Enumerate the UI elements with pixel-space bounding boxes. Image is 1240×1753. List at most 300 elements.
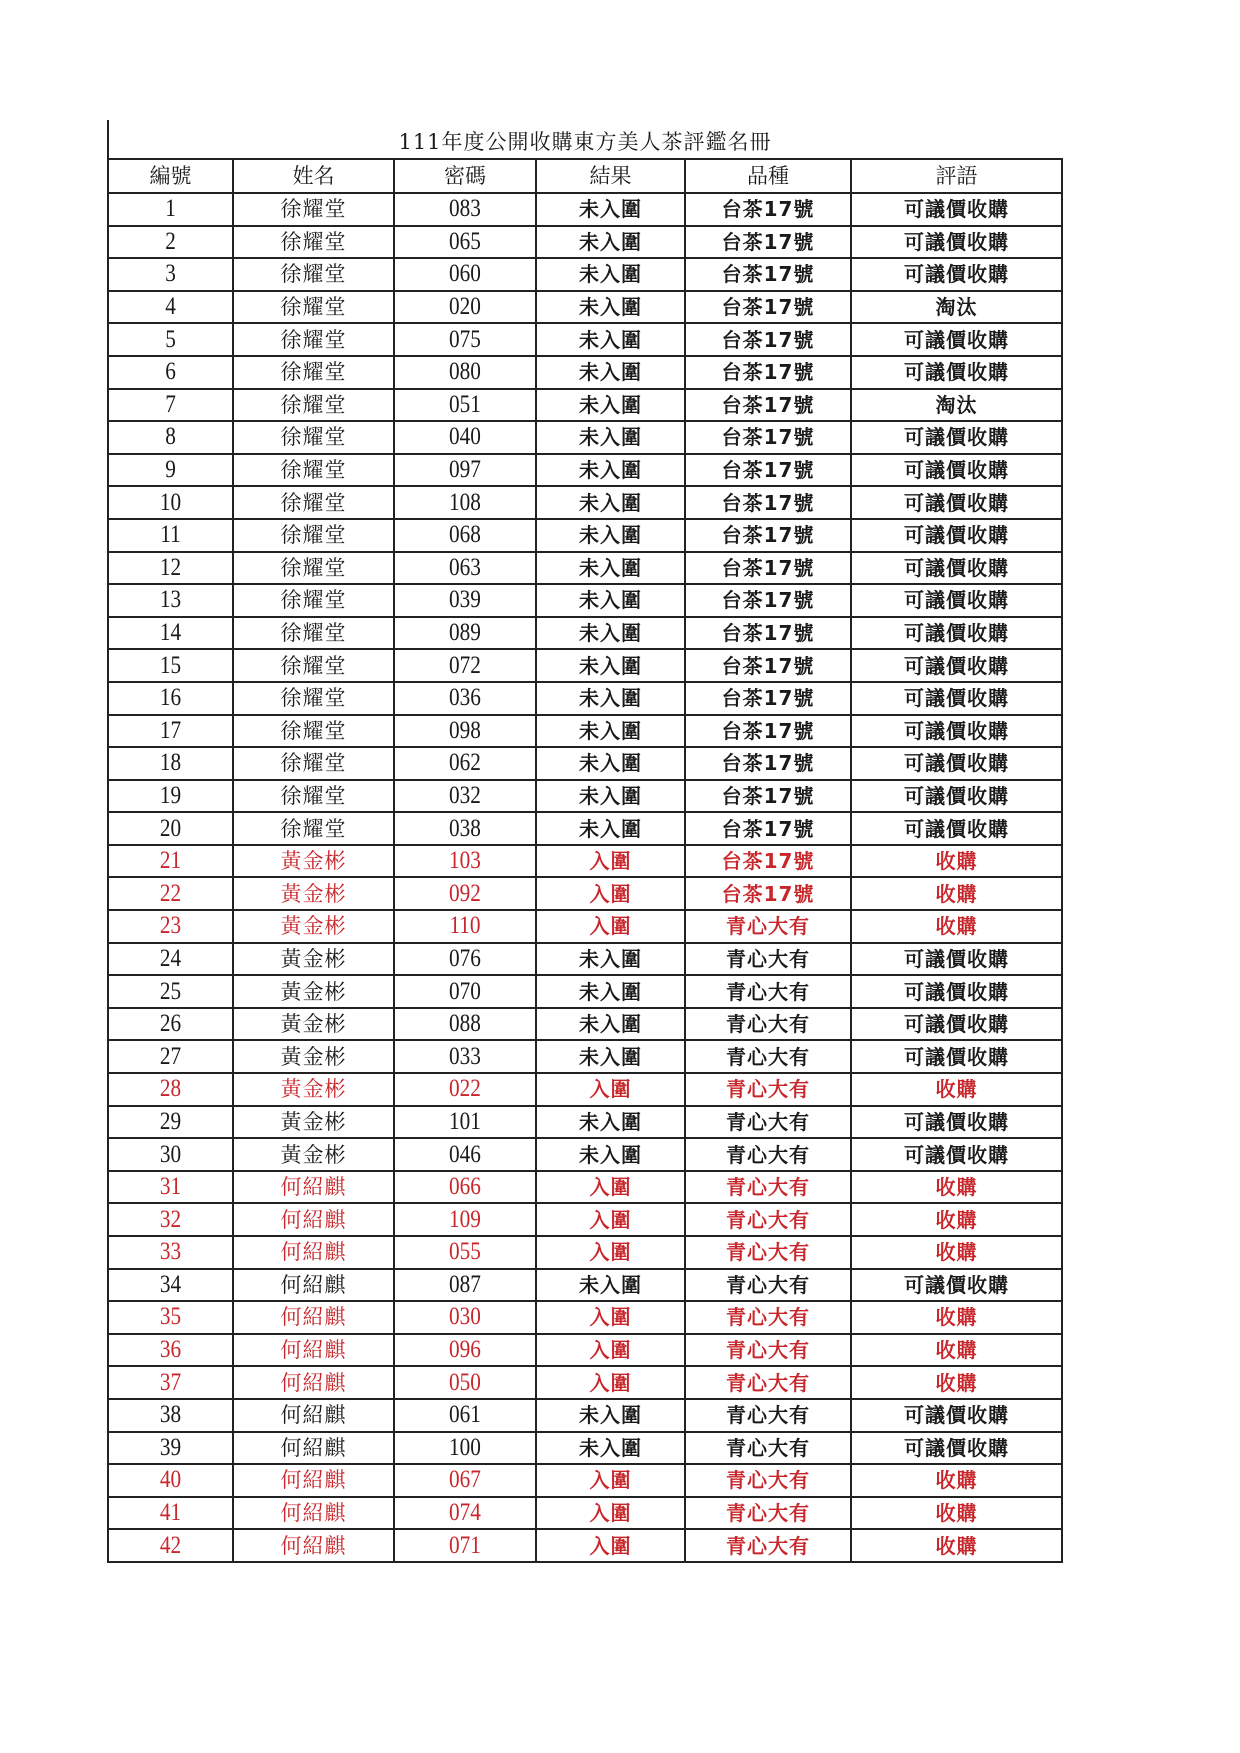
cell-name: 黃金彬 xyxy=(233,1138,394,1171)
cell-number: 21 xyxy=(117,845,223,878)
table-row xyxy=(108,1138,1062,1171)
cell-comment: 可議價收購 xyxy=(851,1138,1062,1171)
cell-number: 23 xyxy=(117,910,223,943)
cell-code: 088 xyxy=(405,1008,526,1041)
cell-name: 徐耀堂 xyxy=(233,649,394,682)
cell-variety: 青心大有 xyxy=(685,1171,851,1204)
cell-variety: 台茶17號 xyxy=(685,454,851,487)
cell-code: 068 xyxy=(405,519,526,552)
cell-name: 徐耀堂 xyxy=(233,715,394,748)
cell-name: 何紹麒 xyxy=(233,1497,394,1530)
table-row xyxy=(108,389,1062,422)
cell-code: 087 xyxy=(405,1269,526,1302)
cell-comment: 可議價收購 xyxy=(851,1040,1062,1073)
title-row xyxy=(107,120,1061,158)
cell-name: 徐耀堂 xyxy=(233,617,394,650)
cell-code: 060 xyxy=(405,258,526,291)
cell-code: 051 xyxy=(405,389,526,422)
cell-number: 34 xyxy=(117,1269,223,1302)
cell-comment: 可議價收購 xyxy=(851,1432,1062,1465)
cell-code: 020 xyxy=(405,291,526,324)
cell-comment: 可議價收購 xyxy=(851,552,1062,585)
cell-comment: 可議價收購 xyxy=(851,682,1062,715)
cell-variety: 台茶17號 xyxy=(685,584,851,617)
cell-code: 040 xyxy=(405,421,526,454)
cell-number: 39 xyxy=(117,1432,223,1465)
table-row xyxy=(108,715,1062,748)
cell-result: 未入圍 xyxy=(536,682,685,715)
cell-comment: 收購 xyxy=(851,1073,1062,1106)
cell-name: 何紹麒 xyxy=(233,1529,394,1562)
cell-comment: 收購 xyxy=(851,1171,1062,1204)
cell-variety: 青心大有 xyxy=(685,910,851,943)
cell-result: 入圍 xyxy=(536,1301,685,1334)
cell-variety: 台茶17號 xyxy=(685,258,851,291)
cell-comment: 可議價收購 xyxy=(851,1399,1062,1432)
cell-code: 030 xyxy=(405,1301,526,1334)
cell-number: 38 xyxy=(117,1399,223,1432)
header-comment: 評語 xyxy=(851,159,1062,193)
cell-number: 4 xyxy=(117,291,223,324)
table-row xyxy=(108,943,1062,976)
cell-variety: 台茶17號 xyxy=(685,877,851,910)
table-row xyxy=(108,877,1062,910)
cell-name: 何紹麒 xyxy=(233,1399,394,1432)
table-row xyxy=(108,454,1062,487)
cell-result: 未入圍 xyxy=(536,1399,685,1432)
cell-comment: 可議價收購 xyxy=(851,975,1062,1008)
cell-variety: 青心大有 xyxy=(685,1366,851,1399)
cell-code: 070 xyxy=(405,975,526,1008)
cell-variety: 台茶17號 xyxy=(685,812,851,845)
cell-comment: 可議價收購 xyxy=(851,454,1062,487)
cell-name: 徐耀堂 xyxy=(233,584,394,617)
cell-number: 3 xyxy=(117,258,223,291)
cell-variety: 台茶17號 xyxy=(685,617,851,650)
table-row xyxy=(108,1269,1062,1302)
cell-result: 入圍 xyxy=(536,1464,685,1497)
table-row xyxy=(108,845,1062,878)
cell-variety: 青心大有 xyxy=(685,1269,851,1302)
cell-variety: 青心大有 xyxy=(685,943,851,976)
cell-number: 25 xyxy=(117,975,223,1008)
cell-number: 5 xyxy=(117,323,223,356)
cell-result: 入圍 xyxy=(536,1334,685,1367)
table-row xyxy=(108,584,1062,617)
cell-variety: 台茶17號 xyxy=(685,649,851,682)
cell-code: 076 xyxy=(405,943,526,976)
cell-number: 17 xyxy=(117,715,223,748)
cell-variety: 青心大有 xyxy=(685,1073,851,1106)
cell-code: 083 xyxy=(405,193,526,226)
cell-name: 徐耀堂 xyxy=(233,389,394,422)
cell-variety: 台茶17號 xyxy=(685,421,851,454)
cell-variety: 青心大有 xyxy=(685,1106,851,1139)
cell-name: 黃金彬 xyxy=(233,877,394,910)
cell-number: 41 xyxy=(117,1497,223,1530)
table-row xyxy=(108,1497,1062,1530)
table-row xyxy=(108,323,1062,356)
cell-number: 36 xyxy=(117,1334,223,1367)
cell-code: 038 xyxy=(405,812,526,845)
table-row xyxy=(108,1301,1062,1334)
cell-number: 19 xyxy=(117,780,223,813)
cell-variety: 台茶17號 xyxy=(685,715,851,748)
cell-code: 055 xyxy=(405,1236,526,1269)
cell-variety: 台茶17號 xyxy=(685,193,851,226)
cell-number: 31 xyxy=(117,1171,223,1204)
cell-code: 065 xyxy=(405,226,526,259)
cell-name: 何紹麒 xyxy=(233,1301,394,1334)
cell-variety: 青心大有 xyxy=(685,975,851,1008)
table-row xyxy=(108,258,1062,291)
cell-name: 黃金彬 xyxy=(233,1106,394,1139)
cell-result: 未入圍 xyxy=(536,780,685,813)
cell-number: 18 xyxy=(117,747,223,780)
cell-result: 未入圍 xyxy=(536,421,685,454)
cell-comment: 可議價收購 xyxy=(851,1008,1062,1041)
cell-variety: 青心大有 xyxy=(685,1040,851,1073)
cell-code: 089 xyxy=(405,617,526,650)
table-row xyxy=(108,1008,1062,1041)
cell-code: 109 xyxy=(405,1203,526,1236)
cell-variety: 台茶17號 xyxy=(685,747,851,780)
cell-number: 10 xyxy=(117,486,223,519)
cell-code: 050 xyxy=(405,1366,526,1399)
cell-number: 1 xyxy=(117,193,223,226)
cell-code: 080 xyxy=(405,356,526,389)
cell-result: 未入圍 xyxy=(536,812,685,845)
cell-code: 101 xyxy=(405,1106,526,1139)
cell-variety: 青心大有 xyxy=(685,1529,851,1562)
cell-number: 11 xyxy=(117,519,223,552)
cell-variety: 台茶17號 xyxy=(685,780,851,813)
cell-name: 黃金彬 xyxy=(233,1040,394,1073)
cell-number: 42 xyxy=(117,1529,223,1562)
cell-comment: 可議價收購 xyxy=(851,943,1062,976)
cell-variety: 青心大有 xyxy=(685,1236,851,1269)
cell-number: 7 xyxy=(117,389,223,422)
table-header-row xyxy=(108,159,1062,193)
cell-result: 未入圍 xyxy=(536,715,685,748)
header-name: 姓名 xyxy=(233,159,394,193)
cell-number: 13 xyxy=(117,584,223,617)
cell-result: 未入圍 xyxy=(536,1138,685,1171)
cell-comment: 可議價收購 xyxy=(851,356,1062,389)
cell-name: 徐耀堂 xyxy=(233,454,394,487)
cell-result: 未入圍 xyxy=(536,454,685,487)
cell-code: 098 xyxy=(405,715,526,748)
cell-code: 072 xyxy=(405,649,526,682)
table-row xyxy=(108,193,1062,226)
cell-result: 未入圍 xyxy=(536,323,685,356)
cell-variety: 台茶17號 xyxy=(685,552,851,585)
cell-result: 未入圍 xyxy=(536,1040,685,1073)
cell-name: 徐耀堂 xyxy=(233,323,394,356)
cell-number: 30 xyxy=(117,1138,223,1171)
cell-result: 未入圍 xyxy=(536,975,685,1008)
cell-code: 092 xyxy=(405,877,526,910)
cell-number: 22 xyxy=(117,877,223,910)
cell-name: 徐耀堂 xyxy=(233,812,394,845)
cell-result: 未入圍 xyxy=(536,258,685,291)
cell-code: 022 xyxy=(405,1073,526,1106)
cell-name: 何紹麒 xyxy=(233,1432,394,1465)
cell-comment: 可議價收購 xyxy=(851,519,1062,552)
document-title: 111年度公開收購東方美人茶評鑑名冊 xyxy=(398,130,772,154)
table-row xyxy=(108,617,1062,650)
cell-code: 103 xyxy=(405,845,526,878)
table-body xyxy=(108,193,1062,1562)
table-row xyxy=(108,1529,1062,1562)
cell-number: 32 xyxy=(117,1203,223,1236)
cell-name: 徐耀堂 xyxy=(233,258,394,291)
cell-comment: 收購 xyxy=(851,1366,1062,1399)
cell-name: 徐耀堂 xyxy=(233,291,394,324)
cell-name: 黃金彬 xyxy=(233,845,394,878)
table-row xyxy=(108,1171,1062,1204)
cell-name: 徐耀堂 xyxy=(233,421,394,454)
cell-variety: 台茶17號 xyxy=(685,519,851,552)
table-row xyxy=(108,421,1062,454)
table-row xyxy=(108,1334,1062,1367)
table-row xyxy=(108,649,1062,682)
cell-result: 未入圍 xyxy=(536,1269,685,1302)
cell-result: 入圍 xyxy=(536,1529,685,1562)
cell-code: 097 xyxy=(405,454,526,487)
cell-result: 未入圍 xyxy=(536,519,685,552)
cell-name: 黃金彬 xyxy=(233,1073,394,1106)
cell-comment: 可議價收購 xyxy=(851,1269,1062,1302)
cell-number: 15 xyxy=(117,649,223,682)
cell-comment: 收購 xyxy=(851,845,1062,878)
cell-comment: 可議價收購 xyxy=(851,584,1062,617)
cell-variety: 青心大有 xyxy=(685,1138,851,1171)
cell-code: 033 xyxy=(405,1040,526,1073)
cell-comment: 可議價收購 xyxy=(851,617,1062,650)
cell-comment: 收購 xyxy=(851,1301,1062,1334)
table-row xyxy=(108,552,1062,585)
cell-result: 未入圍 xyxy=(536,747,685,780)
cell-number: 40 xyxy=(117,1464,223,1497)
cell-result: 未入圍 xyxy=(536,389,685,422)
cell-result: 未入圍 xyxy=(536,1432,685,1465)
table-row xyxy=(108,1040,1062,1073)
cell-number: 35 xyxy=(117,1301,223,1334)
table-row xyxy=(108,1432,1062,1465)
cell-result: 未入圍 xyxy=(536,943,685,976)
cell-result: 未入圍 xyxy=(536,291,685,324)
cell-name: 徐耀堂 xyxy=(233,356,394,389)
header-variety: 品種 xyxy=(685,159,851,193)
cell-variety: 台茶17號 xyxy=(685,356,851,389)
cell-code: 066 xyxy=(405,1171,526,1204)
table-row xyxy=(108,682,1062,715)
cell-comment: 收購 xyxy=(851,1203,1062,1236)
cell-comment: 可議價收購 xyxy=(851,715,1062,748)
cell-number: 33 xyxy=(117,1236,223,1269)
cell-code: 108 xyxy=(405,486,526,519)
cell-number: 20 xyxy=(117,812,223,845)
table-row xyxy=(108,519,1062,552)
document-page xyxy=(107,120,1061,1563)
cell-variety: 台茶17號 xyxy=(685,486,851,519)
table-row xyxy=(108,1366,1062,1399)
cell-result: 未入圍 xyxy=(536,617,685,650)
cell-code: 063 xyxy=(405,552,526,585)
cell-variety: 青心大有 xyxy=(685,1334,851,1367)
table-row xyxy=(108,1399,1062,1432)
cell-number: 26 xyxy=(117,1008,223,1041)
cell-name: 黃金彬 xyxy=(233,975,394,1008)
cell-name: 徐耀堂 xyxy=(233,780,394,813)
cell-number: 6 xyxy=(117,356,223,389)
header-number: 編號 xyxy=(108,159,233,193)
cell-comment: 收購 xyxy=(851,910,1062,943)
cell-comment: 可議價收購 xyxy=(851,486,1062,519)
cell-result: 入圍 xyxy=(536,1203,685,1236)
cell-comment: 可議價收購 xyxy=(851,780,1062,813)
cell-name: 黃金彬 xyxy=(233,910,394,943)
cell-variety: 台茶17號 xyxy=(685,682,851,715)
cell-name: 何紹麒 xyxy=(233,1236,394,1269)
table-row xyxy=(108,780,1062,813)
table-row xyxy=(108,1236,1062,1269)
evaluation-table xyxy=(107,158,1063,1563)
cell-result: 入圍 xyxy=(536,1366,685,1399)
cell-variety: 台茶17號 xyxy=(685,845,851,878)
table-row xyxy=(108,975,1062,1008)
cell-result: 未入圍 xyxy=(536,584,685,617)
cell-code: 032 xyxy=(405,780,526,813)
cell-name: 黃金彬 xyxy=(233,1008,394,1041)
cell-name: 徐耀堂 xyxy=(233,193,394,226)
table-row xyxy=(108,1106,1062,1139)
table-row xyxy=(108,910,1062,943)
cell-name: 徐耀堂 xyxy=(233,747,394,780)
cell-comment: 淘汰 xyxy=(851,291,1062,324)
table-row xyxy=(108,356,1062,389)
cell-number: 12 xyxy=(117,552,223,585)
cell-comment: 可議價收購 xyxy=(851,812,1062,845)
cell-variety: 青心大有 xyxy=(685,1497,851,1530)
cell-result: 未入圍 xyxy=(536,356,685,389)
cell-number: 9 xyxy=(117,454,223,487)
cell-variety: 青心大有 xyxy=(685,1432,851,1465)
cell-code: 110 xyxy=(405,910,526,943)
cell-name: 徐耀堂 xyxy=(233,486,394,519)
cell-comment: 收購 xyxy=(851,1464,1062,1497)
cell-result: 入圍 xyxy=(536,1171,685,1204)
cell-name: 徐耀堂 xyxy=(233,519,394,552)
cell-result: 入圍 xyxy=(536,845,685,878)
cell-result: 未入圍 xyxy=(536,649,685,682)
cell-variety: 青心大有 xyxy=(685,1008,851,1041)
cell-name: 徐耀堂 xyxy=(233,226,394,259)
cell-comment: 收購 xyxy=(851,1529,1062,1562)
cell-result: 入圍 xyxy=(536,910,685,943)
cell-variety: 青心大有 xyxy=(685,1464,851,1497)
cell-number: 2 xyxy=(117,226,223,259)
cell-number: 29 xyxy=(117,1106,223,1139)
cell-comment: 收購 xyxy=(851,1236,1062,1269)
cell-code: 075 xyxy=(405,323,526,356)
header-code: 密碼 xyxy=(394,159,536,193)
table-row xyxy=(108,1464,1062,1497)
header-result: 結果 xyxy=(536,159,685,193)
cell-comment: 收購 xyxy=(851,1334,1062,1367)
cell-comment: 收購 xyxy=(851,877,1062,910)
cell-comment: 淘汰 xyxy=(851,389,1062,422)
cell-variety: 青心大有 xyxy=(685,1301,851,1334)
cell-code: 096 xyxy=(405,1334,526,1367)
cell-comment: 可議價收購 xyxy=(851,258,1062,291)
cell-name: 何紹麒 xyxy=(233,1366,394,1399)
cell-result: 未入圍 xyxy=(536,1106,685,1139)
cell-result: 未入圍 xyxy=(536,486,685,519)
cell-code: 039 xyxy=(405,584,526,617)
cell-comment: 可議價收購 xyxy=(851,747,1062,780)
cell-result: 入圍 xyxy=(536,877,685,910)
cell-name: 徐耀堂 xyxy=(233,682,394,715)
cell-name: 徐耀堂 xyxy=(233,552,394,585)
cell-name: 何紹麒 xyxy=(233,1269,394,1302)
cell-code: 071 xyxy=(405,1529,526,1562)
cell-result: 未入圍 xyxy=(536,226,685,259)
table-row xyxy=(108,747,1062,780)
cell-number: 14 xyxy=(117,617,223,650)
cell-name: 何紹麒 xyxy=(233,1171,394,1204)
cell-comment: 收購 xyxy=(851,1497,1062,1530)
table-row xyxy=(108,1203,1062,1236)
cell-result: 未入圍 xyxy=(536,552,685,585)
cell-number: 16 xyxy=(117,682,223,715)
cell-code: 036 xyxy=(405,682,526,715)
cell-variety: 台茶17號 xyxy=(685,226,851,259)
table-row xyxy=(108,486,1062,519)
cell-result: 未入圍 xyxy=(536,193,685,226)
cell-code: 100 xyxy=(405,1432,526,1465)
cell-name: 何紹麒 xyxy=(233,1203,394,1236)
cell-result: 入圍 xyxy=(536,1236,685,1269)
cell-variety: 青心大有 xyxy=(685,1203,851,1236)
table-row xyxy=(108,291,1062,324)
cell-variety: 台茶17號 xyxy=(685,291,851,324)
cell-name: 黃金彬 xyxy=(233,943,394,976)
cell-comment: 可議價收購 xyxy=(851,421,1062,454)
cell-comment: 可議價收購 xyxy=(851,226,1062,259)
cell-result: 入圍 xyxy=(536,1497,685,1530)
cell-code: 061 xyxy=(405,1399,526,1432)
cell-code: 074 xyxy=(405,1497,526,1530)
cell-result: 入圍 xyxy=(536,1073,685,1106)
cell-result: 未入圍 xyxy=(536,1008,685,1041)
table-row xyxy=(108,812,1062,845)
cell-comment: 可議價收購 xyxy=(851,193,1062,226)
cell-number: 8 xyxy=(117,421,223,454)
cell-number: 27 xyxy=(117,1040,223,1073)
cell-code: 046 xyxy=(405,1138,526,1171)
cell-variety: 台茶17號 xyxy=(685,389,851,422)
cell-number: 37 xyxy=(117,1366,223,1399)
cell-variety: 青心大有 xyxy=(685,1399,851,1432)
cell-number: 28 xyxy=(117,1073,223,1106)
cell-comment: 可議價收購 xyxy=(851,323,1062,356)
cell-variety: 台茶17號 xyxy=(685,323,851,356)
cell-number: 24 xyxy=(117,943,223,976)
cell-comment: 可議價收購 xyxy=(851,1106,1062,1139)
cell-name: 何紹麒 xyxy=(233,1334,394,1367)
